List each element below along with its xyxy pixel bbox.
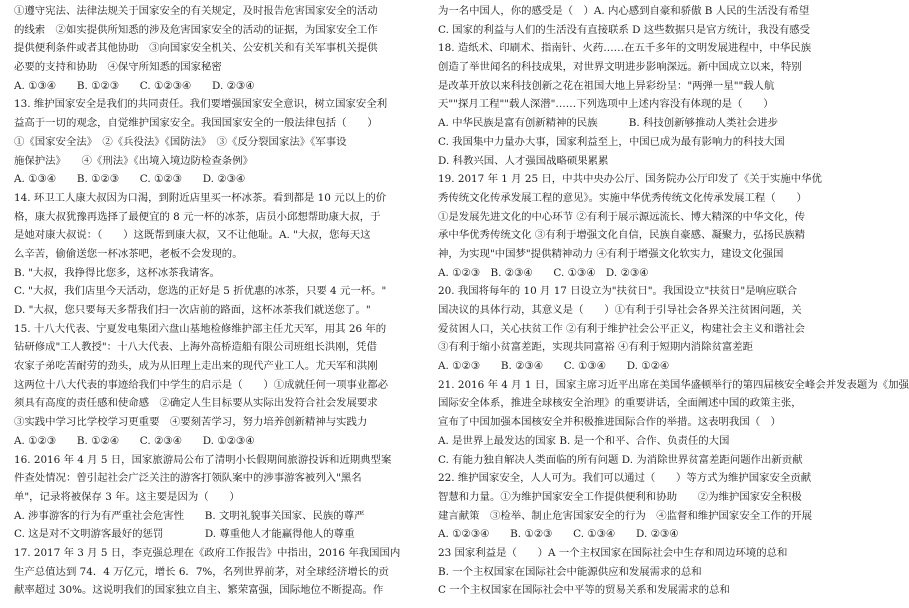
text-line: A. ①②③ B. ①②④ C. ②③④ D. ①②③④ xyxy=(14,434,255,447)
text-line: A. 是世界上最发达的国家 B. 是一个和平、合作、负责任的大国 xyxy=(438,434,730,447)
text-line: 18. 造纸术、印刷术、指南针、火药……在五千多年的文明发展进程中，中华民族 xyxy=(438,42,812,55)
text-line: 生产总值达到 74．4 万亿元，增长 6．7%，名列世界前茅，对全球经济增长的贡 xyxy=(14,565,389,578)
text-line: 建言献策 ③检举、制止危害国家安全的行为 ④监督和维护国家安全工作的开展 xyxy=(438,509,813,522)
text-line: 20. 我国将每年的 10 月 17 日设立为"扶贫日"。我国设立"扶贫日"是响应联合 xyxy=(438,285,798,298)
text-line: C. 这是对不文明游客最好的惩罚 D. 尊重他人才能赢得他人的尊重 xyxy=(14,528,355,541)
text-line: 21. 2016 年 4 月 1 日，国家主席习近平出席在美国华盛顿举行的第四届核安全峰会并发表题为《加强 xyxy=(438,378,909,391)
text-line: A. ①②③ B. ②③④ C. ①③④ D. ①②④ xyxy=(438,360,670,373)
text-line: B. 一个主权国家在国际社会中能源供应和发展需求的总和 xyxy=(438,565,702,578)
text-line: 13. 维护国家安全是我们的共同责任。我们要增强国家安全意识，树立国家安全利 xyxy=(14,98,388,111)
text-line: 承中华优秀传统文化 ③有利于增强文化自信，民族自豪感、凝聚力，弘扬民族精 xyxy=(438,229,805,242)
text-line: C. 国家的利益与人们的生活没有直接联系 D 这些数据只是官方统计，我没有感受 xyxy=(438,23,811,36)
text-line: 是改革开放以来科技创新之花在祖国大地上异彩纷呈："两弹一星""载人航 xyxy=(438,79,775,92)
left-column xyxy=(14,2,424,600)
text-line: 16. 2016 年 4 月 5 日，国家旅游局公布了清明小长假期间旅游投诉和近期典型案 xyxy=(14,453,392,466)
text-line: A. ①②③④ B. ①②③ C. ①③④ D. ②③④ xyxy=(438,528,679,541)
text-line: 天""探月工程""载人深潜"……下列选项中上述内容没有体现的是（ ） xyxy=(438,98,774,111)
text-line: A. 涉事游客的行为有严重社会危害性 B. 文明礼貌事关国家、民族的尊严 xyxy=(14,509,365,522)
text-line: 钻研修成"工人教授"：十八大代表、上海外高桥造船有限公司班组长洪刚，凭借 xyxy=(14,341,377,354)
text-line: A. ①③④ B. ①②③ C. ①②③④ D. ②③④ xyxy=(14,79,255,92)
text-line: A. ①②③ B. ②③④ C. ①③④ D. ②③④ xyxy=(438,266,649,279)
text-line: 须具有高度的责任感和使命感 ②确定人生目标要从实际出发符合社会发展要求 xyxy=(14,397,378,410)
text-line: 国决议的具体行动，其意义是（ ）①有利于引导社会各界关注贫困问题，关 xyxy=(438,304,802,316)
text-line: 单"，记录将被保存 3 年。这主要是因为（ ） xyxy=(14,490,240,503)
text-line: D. "大叔，您只要每天多帮我们扫一次店前的路面，这杯冰茶我们就送您了。" xyxy=(14,304,371,316)
text-line: B. "大叔，我挣得比您多，这杯冰茶我请客。 xyxy=(14,266,221,279)
text-line: 17. 2017 年 3 月 5 日，李克强总理在《政府工作报告》中指出，2016 年我国国内 xyxy=(14,546,401,559)
text-line: C. 有能力独自解决人类面临的所有问题 D. 为消除世界贫富差距问题作出新贡献 xyxy=(438,453,803,466)
text-line: A. 中华民族是富有创新精神的民族 B. 科技创新够推动人类社会进步 xyxy=(438,117,779,130)
text-line: C. "大叔，我们店里今天活动，您选的正好是 5 折优惠的冰茶，只要 4 元一杯。" xyxy=(14,285,387,298)
text-line: ①《国家安全法》 ②《兵役法》《国防法》 ③《反分裂国家法》《军事设 xyxy=(14,135,347,148)
text-line: 19. 2017 年 1 月 25 日，中共中央办公厅、国务院办公厅印发了《关于实施中华优 xyxy=(438,173,822,186)
text-line: ①是发展先进文化的中心环节 ②有利于展示源远流长、博大精深的中华文化，传 xyxy=(438,210,805,223)
text-line: 格，康大叔犹豫再选择了最便宜的 8 元一杯的冰茶，店员小邱想帮助康大叔，于 xyxy=(14,210,381,223)
right-column xyxy=(438,2,909,600)
text-line: 创造了举世闻名的科技成果，对世界文明进步影响深远。新中国成立以来，特别 xyxy=(438,61,802,74)
text-line: 国际安全体系，推进全球核安全治理》的重要讲话，全面阐述中国的政策主张， xyxy=(438,397,802,410)
text-line: 22. 维护国家安全，人人可为。我们可以通过（ ）等方式为维护国家安全贡献 xyxy=(438,472,812,485)
text-line: 件查处情况：曾引起社会广泛关注的游客打领队案中的涉事游客被列入"黑名 xyxy=(14,472,362,485)
text-line: 必要的支持和协助 ④保守所知悉的国家秘密 xyxy=(14,61,222,74)
text-line: C 一个主权国家在国际社会中平等的贸易关系和发展需求的总和 xyxy=(438,584,730,597)
text-line: D. 科教兴国、人才强国战略硕果累累 xyxy=(438,154,609,167)
text-line: 益高于一切的观念，自觉维护国家安全。我国国家安全的一般法律包括（ ） xyxy=(14,117,378,130)
text-line: C. 我国集中力量办大事，国家利益至上，中国已成为最有影响力的科技大国 xyxy=(438,135,785,148)
text-line: ③有利于缩小贫富差距，实现共同富裕 ④有利于短期内消除贫富差距 xyxy=(438,341,754,354)
text-line: ①遵守宪法、法律法规关于国家安全的有关规定，及时报告危害国家安全的活动 xyxy=(14,5,378,17)
text-line: 神，为实现"中国梦"提供精神动力 ④有利于增强文化软实力，建设文化强国 xyxy=(438,247,784,260)
text-line: 爱贫困人口，关心扶贫工作 ②有利于维护社会公平正义，构建社会主义和谐社会 xyxy=(438,322,805,335)
text-line: 这两位十八大代表的事迹给我们中学生的启示是（ ）①成就任何一项事业都必 xyxy=(14,378,389,391)
text-line: 23 国家利益是（ ）A 一个主权国家在国际社会中生存和周边环境的总和 xyxy=(438,546,788,559)
text-line: ③实践中学习比学校学习更重要 ④要刻苦学习，努力培养创新精神与实践力 xyxy=(14,416,368,429)
text-line: 提供便利条件或者其他协助 ③向国家安全机关、公安机关和有关军事机关提供 xyxy=(14,42,378,55)
text-line: 15. 十八大代表、宁夏发电集团六盘山基地检修维护部主任尤天军，用其 26 年的 xyxy=(14,322,387,335)
text-line: A. ①③④ B. ①②③ C. ①②③ D. ②③④ xyxy=(14,173,246,186)
text-line: 智慧和力量。①为维护国家安全工作提供便利和协助 ②为维护国家安全积极 xyxy=(438,490,802,503)
text-line: 的线索 ②如实提供所知悉的涉及危害国家安全的活动的证据，为国家安全工作 xyxy=(14,23,378,36)
text-line: 是她对康大叔说：（ ）这既帮到康大叔，又不让他耻。A. "大叔，您每天这 xyxy=(14,229,371,242)
text-line: 献率超过 30%。这说明我们的国家独立自主、繁荣富强，国际地位不断提高。作 xyxy=(14,584,384,597)
text-line: 施保护法》 ④《刑法》《出境入境边防检查条例》 xyxy=(14,154,253,167)
text-line: 农家子弟吃苦耐劳的劲头，成为从旧理上走出来的现代产业工人。尤天军和洪刚 xyxy=(14,360,378,373)
text-line: 宣布了中国加强本国核安全并积极推进国际合作的举措。这表明我国（ ） xyxy=(438,416,781,429)
text-line: 么辛苦，偷偷送您一杯冰茶吧，老板不会发现的。 xyxy=(14,247,243,260)
text-line: 为一名中国人，你的感受是（ ）A. 内心感到自豪和骄傲 B 人民的生活没有希望 xyxy=(438,5,810,17)
text-line: 秀传统文化传承发展工程的意见》。实施中华优秀传统文化传承发展工程（ ） xyxy=(438,191,807,204)
text-line: 14. 环卫工人康大叔因为口渴，到附近店里买一杯冰茶。看到都是 10 元以上的价 xyxy=(14,191,387,204)
